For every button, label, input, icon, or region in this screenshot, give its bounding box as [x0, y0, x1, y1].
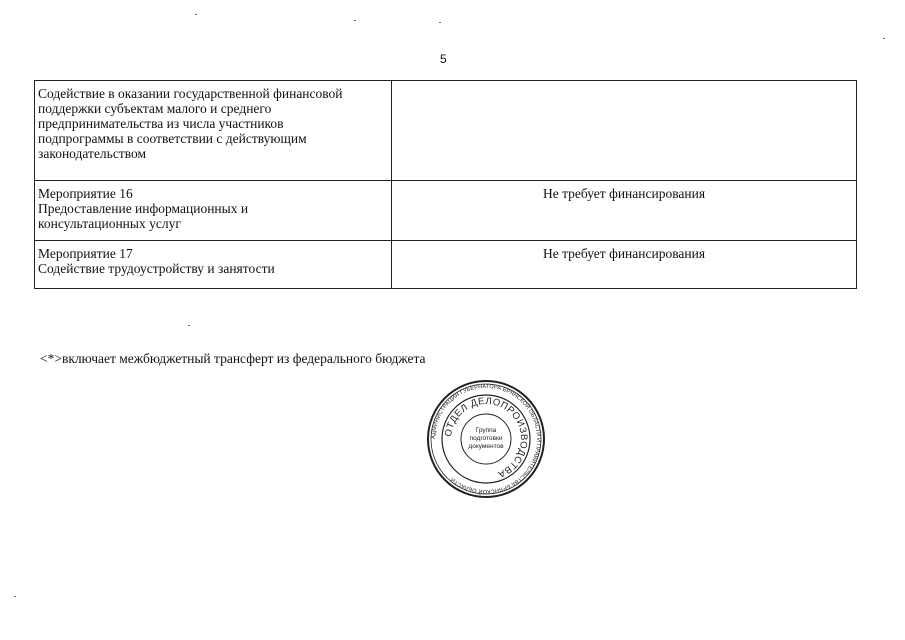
seal-inner-text: ОТДЕЛ ДЕЛОПРОИЗВОДСТВА [442, 395, 530, 480]
scan-speck [439, 22, 441, 23]
funding-cell: Не требует финансирования [392, 181, 857, 241]
official-seal [426, 379, 546, 499]
seal-center-line: документов [468, 443, 504, 450]
activities-table [34, 80, 857, 289]
cell-line: подпрограммы в соответствии с действующим [38, 131, 307, 146]
activity-cell [35, 181, 392, 241]
funding-cell [392, 81, 857, 181]
cell-line: консультационных услуг [38, 216, 181, 231]
activity-cell [35, 241, 392, 289]
activity-cell [35, 81, 392, 181]
scan-speck [188, 325, 190, 326]
scan-speck [195, 14, 197, 15]
cell-line: Содействие трудоустройству и занятости [38, 261, 275, 276]
table-row [35, 81, 857, 181]
table-row [35, 181, 857, 241]
funding-cell: Не требует финансирования [392, 241, 857, 289]
cell-line: Мероприятие 17 [38, 246, 133, 261]
cell-line: поддержки субъектам малого и среднего [38, 101, 272, 116]
cell-line: Мероприятие 16 [38, 186, 133, 201]
page-number: 5 [440, 52, 447, 66]
footnote: <*>включает межбюджетный трансферт из федерального бюджета [40, 351, 426, 366]
cell-line: предпринимательства из числа участников [38, 116, 284, 131]
table-row [35, 241, 857, 289]
cell-line: Предоставление информационных и [38, 201, 249, 216]
seal-center-line: Группа [475, 427, 497, 434]
cell-line: законодательством [38, 146, 147, 161]
scan-speck [354, 20, 356, 21]
seal-outer-text: АДМИНИСТРАЦИЯ ГУБЕРНАТОРА БРЯНСКОЙ ОБЛАСТИ И ПРАВИТЕЛЬСТВА БРЯНСКОЙ ОБЛАСТИ [430, 383, 542, 495]
scan-speck [14, 596, 16, 597]
seal-center-line: подготовки [469, 435, 503, 442]
cell-line: Содействие в оказании государственной финансовой [38, 86, 343, 101]
scan-speck [883, 38, 885, 39]
